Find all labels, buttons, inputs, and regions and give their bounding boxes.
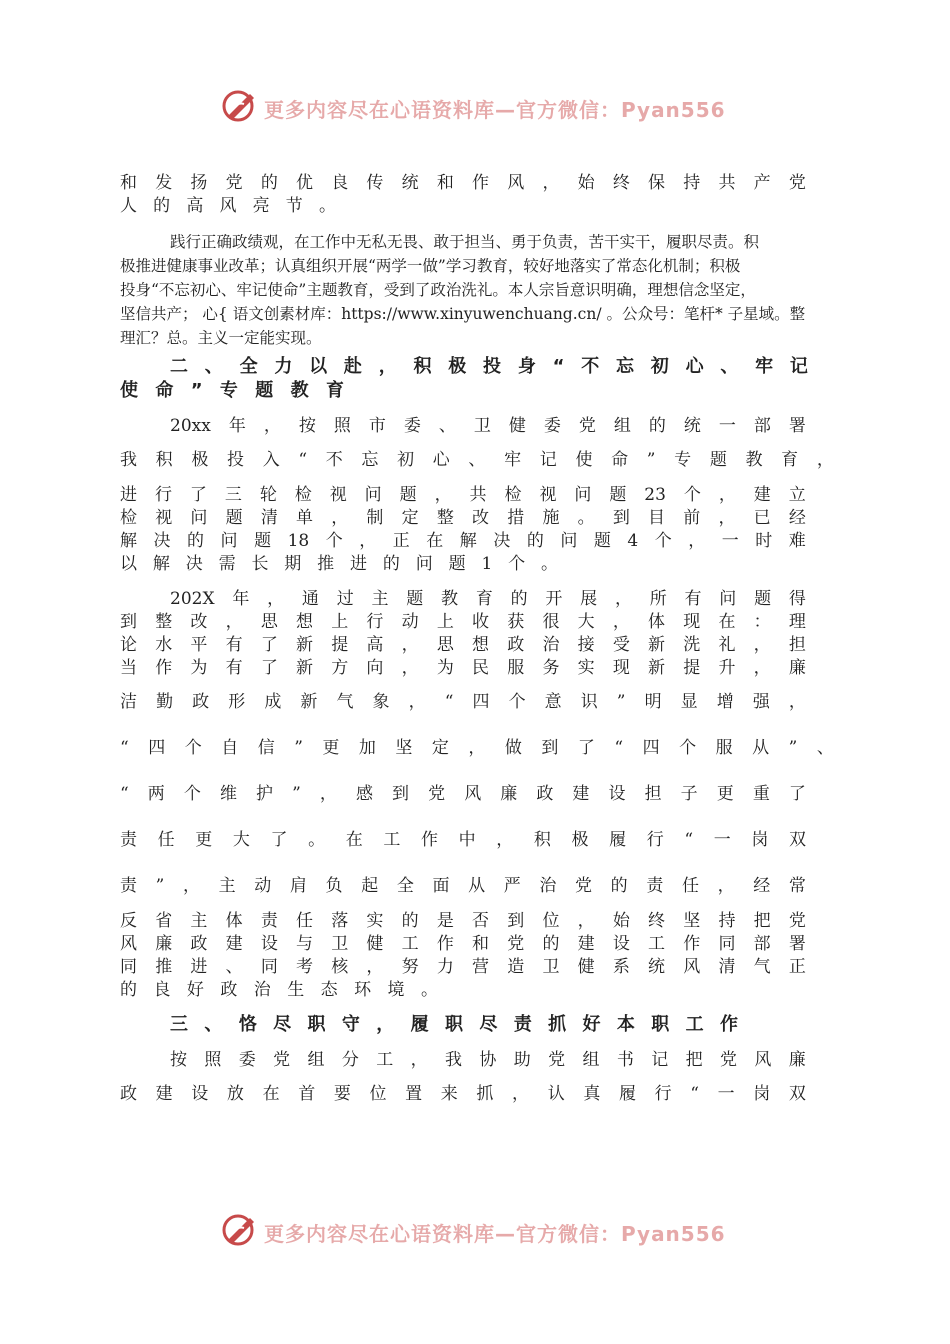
text-line: 以 解 决 需 长 期 推 进 的 问 题 1 个 。	[120, 554, 558, 574]
text-line: 政 建 设 放 在 首 要 位 置 来 抓 ， 认 真 履 行 “ 一 岗 双	[120, 1084, 806, 1104]
text-line: 20xx 年 ， 按 照 市 委 、 卫 健 委 党 组 的 统 一 部 署	[170, 416, 806, 436]
text-line: 极推进健康事业改革；认真组织开展“两学一做”学习教育，较好地落实了常态化机制；积极	[120, 257, 741, 275]
text-line: 坚信共产； 心{ 语文创素材库：https://www.xinyuwenchuang.cn/ 。公众号：笔杆* 子星域。整	[120, 305, 806, 323]
text-line: “ 四 个 自 信 ” 更 加 坚 定 ， 做 到 了 “ 四 个 服 从 ” 、	[120, 738, 834, 758]
section-heading-2: 二 、 全 力 以 赴 ， 积 极 投 身 “ 不 忘 初 心 、 牢 记	[170, 356, 808, 377]
text-line: 解 决 的 问 题 18 个 ， 正 在 解 决 的 问 题 4 个 ， 一 时 难	[120, 531, 806, 551]
text-line: 风 廉 政 建 设 与 卫 健 工 作 和 党 的 建 设 工 作 同 部 署	[120, 934, 806, 954]
text-line: 同 推 进 、 同 考 核 ， 努 力 营 造 卫 健 系 统 风 清 气 正	[120, 957, 806, 977]
text-line: 按 照 委 党 组 分 工 ， 我 协 助 党 组 书 记 把 党 风 廉	[170, 1050, 806, 1070]
text-line: 的 良 好 政 治 生 态 环 境 。	[120, 980, 438, 1000]
section-heading-2-cont: 使 命 ” 专 题 教 育	[120, 380, 344, 401]
watermark-banner-bottom	[220, 1210, 740, 1250]
text-line: 当 作 为 有 了 新 方 向 ， 为 民 服 务 实 现 新 提 升 ， 廉	[120, 658, 806, 678]
watermark-banner-top	[220, 86, 740, 126]
watermark-text: 更多内容尽在心语资料库—官方微信：Pyan556	[264, 1222, 726, 1246]
text-line: 检 视 问 题 清 单 ， 制 定 整 改 措 施 。 到 目 前 ， 已 经	[120, 508, 806, 528]
text-line: 洁 勤 政 形 成 新 气 象 ， “ 四 个 意 识 ” 明 显 增 强 ，	[120, 692, 806, 712]
text-line: 我 积 极 投 入 “ 不 忘 初 心 、 牢 记 使 命 ” 专 题 教 育 ，	[120, 450, 834, 470]
text-line: 投身“不忘初心、牢记使命”主题教育，受到了政治洗礼。本人宗旨意识明确，理想信念坚定，	[120, 281, 756, 299]
pen-logo-icon	[220, 1210, 260, 1250]
section-heading-3: 三 、 恪 尽 职 守 ， 履 职 尽 责 抓 好 本 职 工 作	[170, 1014, 738, 1035]
text-line: 人 的 高 风 亮 节 。	[120, 196, 336, 216]
text-line: 责 ” ， 主 动 肩 负 起 全 面 从 严 治 党 的 责 任 ， 经 常	[120, 876, 806, 896]
text-line: 和 发 扬 党 的 优 良 传 统 和 作 风 ， 始 终 保 持 共 产 党	[120, 173, 806, 193]
text-line: 202X 年 ， 通 过 主 题 教 育 的 开 展 ， 所 有 问 题 得	[170, 589, 806, 609]
text-line: 责 任 更 大 了 。 在 工 作 中 ， 积 极 履 行 “ 一 岗 双	[120, 830, 806, 850]
text-line: 到 整 改 ， 思 想 上 行 动 上 收 获 很 大 ， 体 现 在 ： 理	[120, 612, 806, 632]
text-line: 论 水 平 有 了 新 提 高 ， 思 想 政 治 接 受 新 洗 礼 ， 担	[120, 635, 806, 655]
text-line: 践行正确政绩观，在工作中无私无畏、敢于担当、勇于负责，苦干实干，履职尽责。积	[170, 233, 760, 251]
text-line: 反 省 主 体 责 任 落 实 的 是 否 到 位 ， 始 终 坚 持 把 党	[120, 911, 806, 931]
pen-logo-icon	[220, 86, 260, 126]
text-line: 理汇？总。主义一定能实现。	[120, 329, 322, 347]
watermark-text: 更多内容尽在心语资料库—官方微信：Pyan556	[264, 98, 726, 122]
text-line: “ 两 个 维 护 ” ， 感 到 党 风 廉 政 建 设 担 子 更 重 了	[120, 784, 806, 804]
text-line: 进 行 了 三 轮 检 视 问 题 ， 共 检 视 问 题 23 个 ， 建 立	[120, 485, 806, 505]
